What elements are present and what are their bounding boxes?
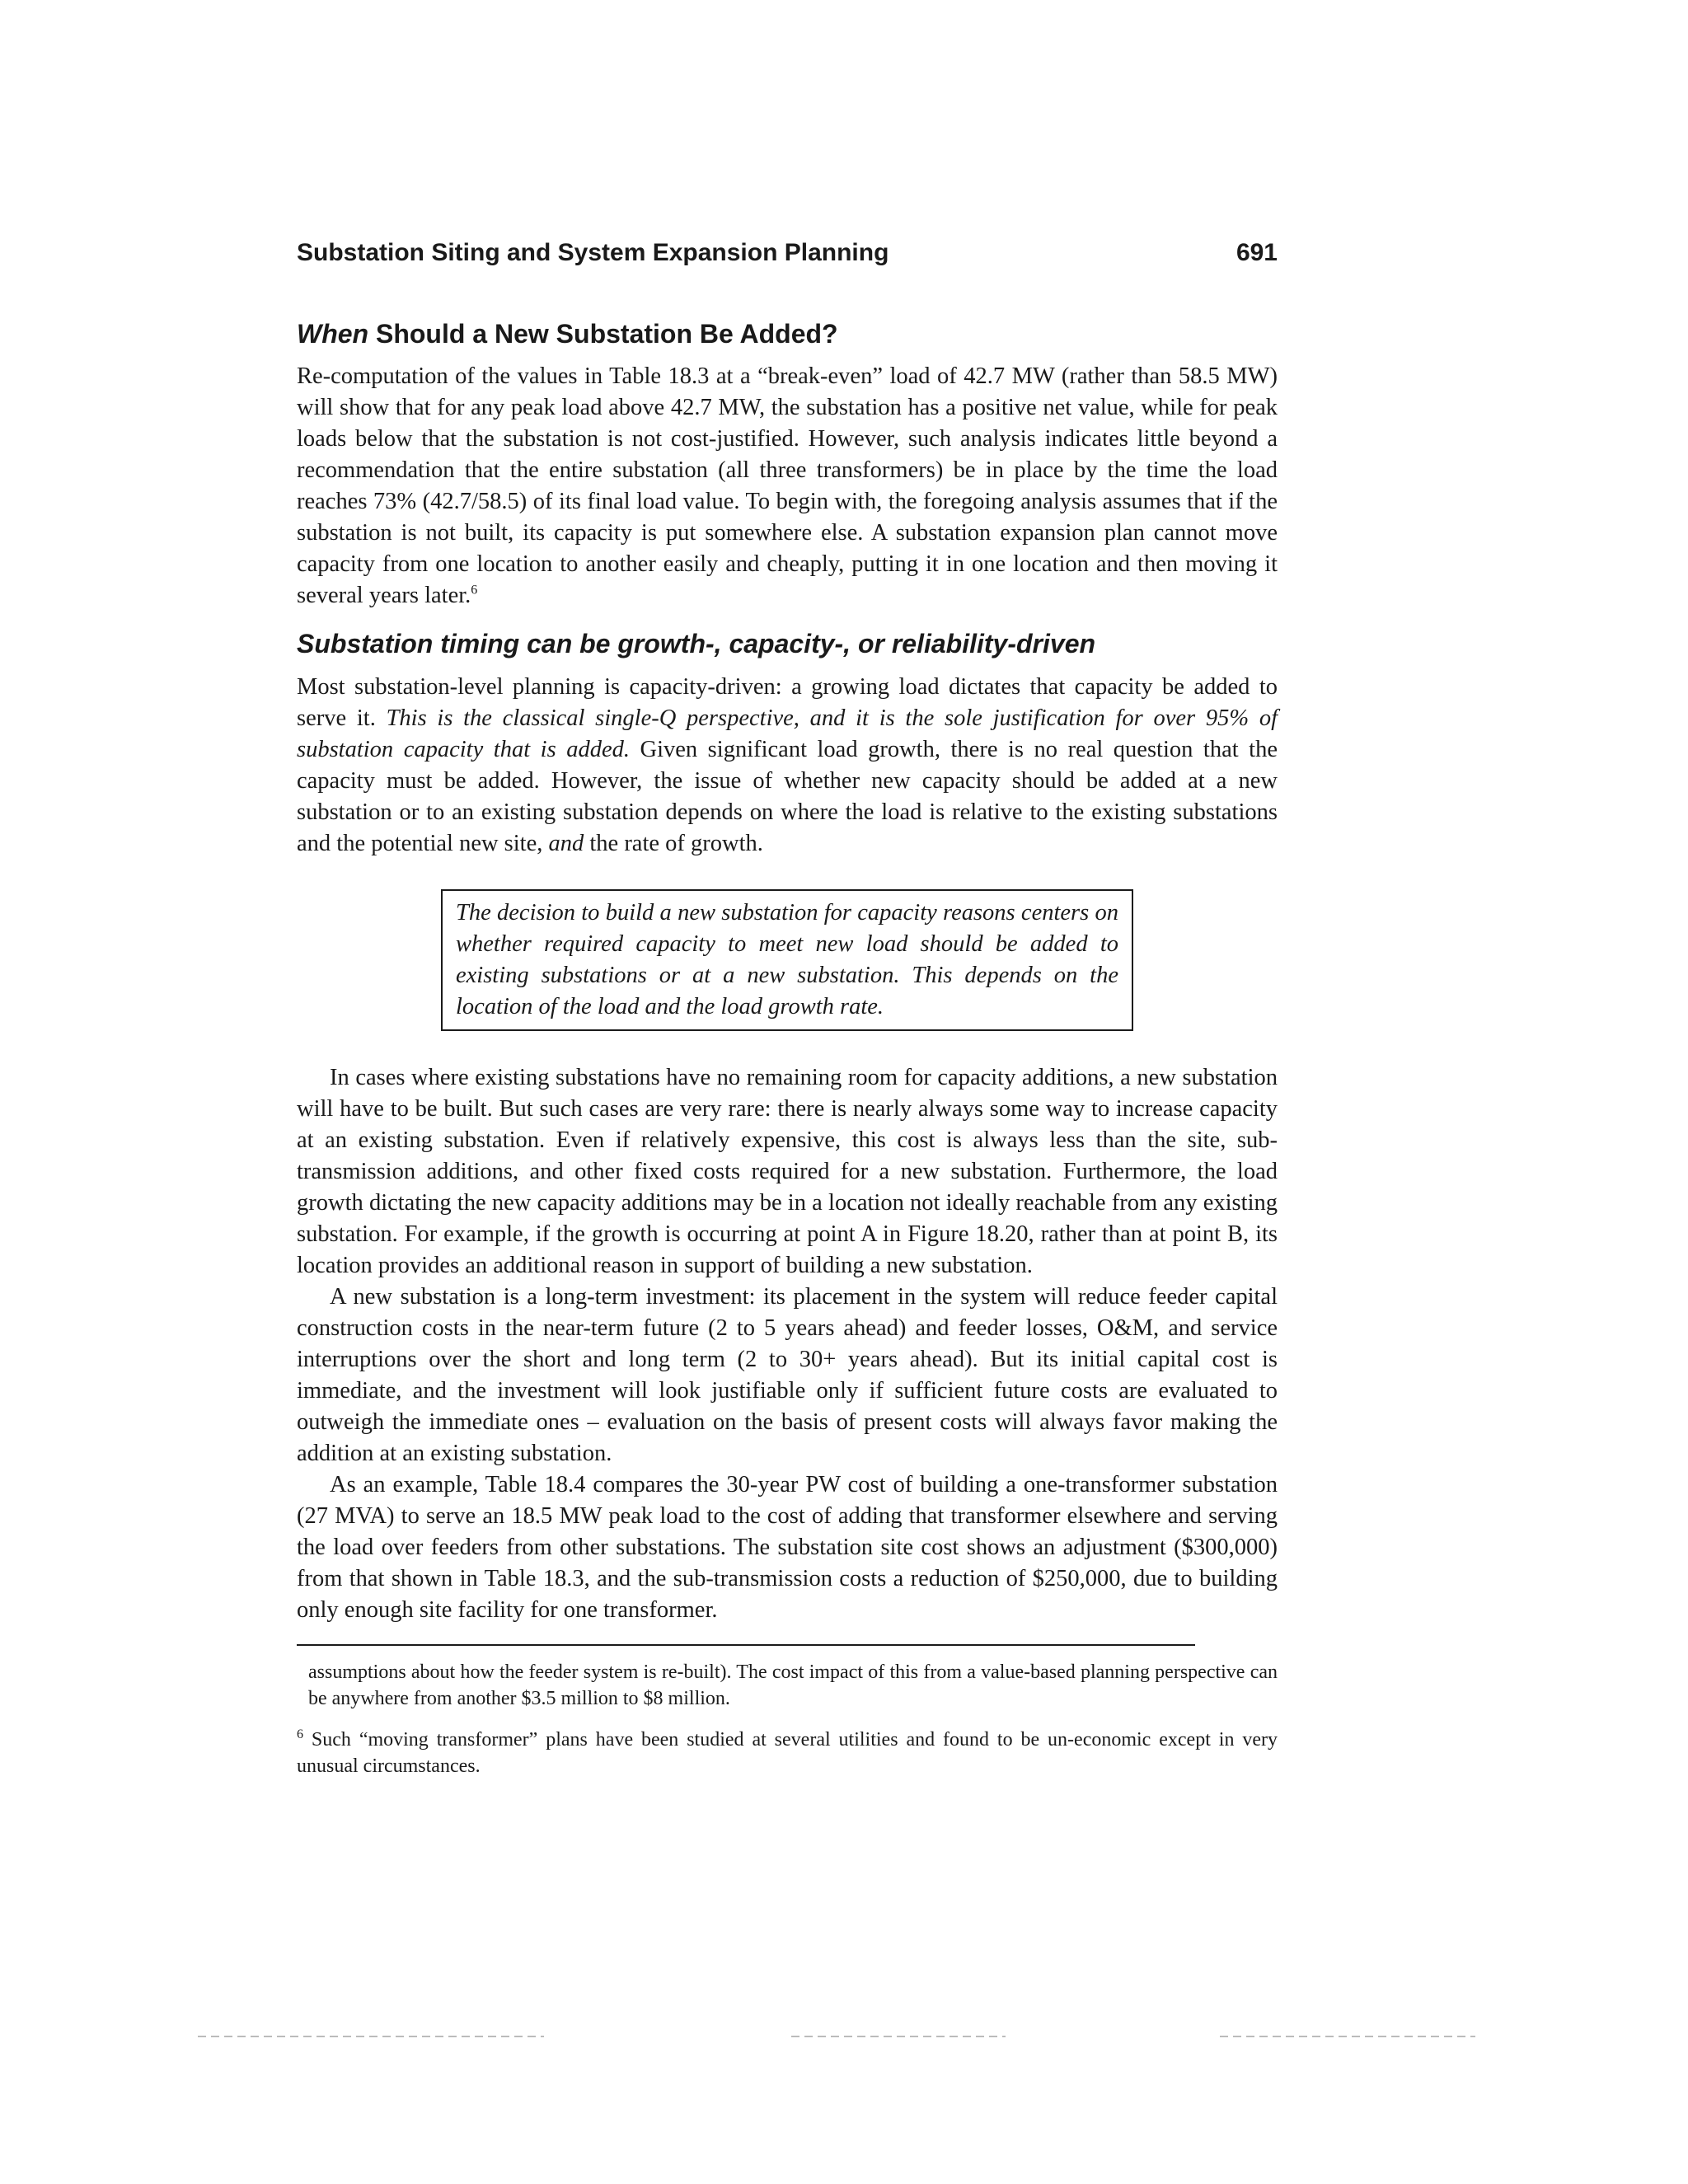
subsection-heading-timing: Substation timing can be growth-, capacity-, or reliability-driven [297,629,1096,659]
paragraph-text: the rate of growth. [584,830,763,856]
paragraph-text: Most substation-level planning is capacity-driven: a growing load dictates that capacity be added to serve it. [297,673,1278,731]
scan-artifact-line [1220,2036,1475,2037]
footnote-continued: assumptions about how the feeder system is re-built). The cost impact of this from a value-based planning perspective can be anywhere from another $3.5 million to $8 million. [308,1661,1278,1709]
section-heading-when-to-add [297,318,1278,349]
paragraph-italic-text: This is the classical single-Q perspective, and it is the sole justification for over 95% of substation capacity that is added. [297,705,1278,762]
footnote-6-text: Such “moving transformer” plans have been studied at several utilities and found to be un-economic except in very unusual circumstances. [297,1728,1278,1777]
scan-artifact-line [198,2036,544,2037]
footnote-6-marker: 6 [297,1727,303,1741]
footnote-6 [297,1727,1278,1779]
page-number: 691 [1236,239,1278,266]
paragraph-table-example: As an example, Table 18.4 compares the 30-year PW cost of building a one-transformer substation (27 MVA) to serve an 18.5 MW peak load to the cost of adding that transformer elsewhere and serving the load over feeders from other substations. The substation site cost shows an adjustment ($300,000) from that shown in Table 18.3, and the sub-transmission costs a reduction of $250,000, due to building only enough site facility for one transformer. [297,1471,1278,1623]
paragraph-break-even [297,361,1278,612]
callout-text: The decision to build a new substation for capacity reasons centers on whether required capacity to meet new load should be added to existing substations or at a new substation. This depends on the location of the load and the load growth rate. [456,899,1118,1019]
callout-box [441,889,1133,1031]
section-heading-rest: Should a New Substation Be Added? [368,319,838,349]
paragraph-existing-substations: In cases where existing substations have no remaining room for capacity additions, a new substation will have to be built. But such cases are very rare: there is nearly always some way to increase capacity at an existing substation. Even if relatively expensive, this cost is always less than the site, sub-transmission additions, and other fixed costs required for a new substation. Furthermore, the load growth dictating the new capacity additions may be in a location not ideally reachable from any existing substation. For example, if the growth is occurring at point A in Figure 18.20, rather than at point B, its location provides an additional reason in support of building a new substation. [297,1064,1278,1278]
footnote-reference-6: 6 [471,583,478,598]
paragraph-italic-text: and [548,830,584,856]
paragraph-long-term-investment: A new substation is a long-term investment: its placement in the system will reduce feeder capital construction costs in the near-term future (2 to 5 years ahead) and feeder losses, O&M, and service interruptions over the short and long term (2 to 30+ years ahead). But its initial capital cost is immediate, and the investment will look justifiable only if sufficient future costs are evaluated to outweigh the immediate ones – evaluation on the basis of present costs will always favor making the addition at an existing substation. [297,1283,1278,1466]
running-head-title: Substation Siting and System Expansion Planning [297,239,889,266]
paragraph-break-even-text: Re-computation of the values in Table 18.3 at a “break-even” load of 42.7 MW (rather than 58.5 MW) will show that for any peak load above 42.7 MW, the substation has a positive net value, while for peak loads below that the substation is not cost-justified. However, such analysis indicates little beyond a recommendation that the entire substation (all three transformers) be in place by the time the load reaches 73% (42.7/58.5) of its final load value. To begin with, the foregoing analysis assumes that if the substation is not built, its capacity is put somewhere else. A substation expansion plan cannot move capacity from one location to another easily and cheaply, putting it in one location and then moving it several years later. [297,363,1278,609]
document-page [297,239,1278,1794]
scan-artifact-line [791,2036,1006,2037]
running-head [297,239,1278,280]
section-heading-emphasis: When [297,319,369,349]
paragraph-capacity-driven [297,672,1278,860]
footnote-divider [297,1644,1195,1646]
paragraph-text: Given significant load growth, there is no real question that the capacity must be added. However, the issue of whether new capacity should be added at a new substation or to an existing substation depends on where the load is relative to the existing substations and the potential new site, [297,736,1278,856]
